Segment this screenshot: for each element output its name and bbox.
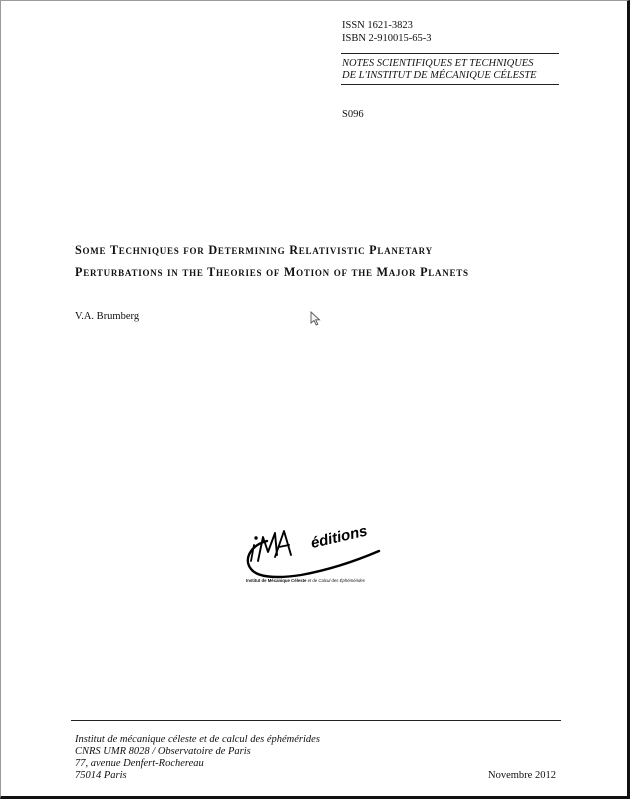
series-name-line1: NOTES SCIENTIFIQUES ET TECHNIQUES bbox=[342, 58, 534, 69]
header-rule-top bbox=[341, 53, 559, 54]
document-title-line2: Perturbations in the Theories of Motion of the Major Planets bbox=[75, 265, 469, 279]
issn-number: ISSN 1621-3823 bbox=[342, 20, 413, 31]
footer-institute: Institut de mécanique céleste et de calcul des éphémérides bbox=[75, 734, 320, 745]
series-name-line2: DE L'INSTITUT DE MÉCANIQUE CÉLESTE bbox=[342, 70, 537, 81]
document-title-line1: Some Techniques for Determining Relativistic Planetary bbox=[75, 243, 433, 257]
footer-rule bbox=[71, 720, 561, 721]
logo-caption-institute: Institut de Mécanique Céleste bbox=[246, 578, 307, 583]
editions-wordmark: éditions bbox=[309, 522, 370, 552]
footer-city: 75014 Paris bbox=[75, 770, 127, 781]
mouse-pointer-icon bbox=[310, 311, 322, 327]
footer-cnrs: CNRS UMR 8028 / Observatoire de Paris bbox=[75, 746, 251, 757]
logo-caption bbox=[246, 578, 365, 583]
imcce-monogram-icon bbox=[241, 521, 391, 583]
publication-date: Novembre 2012 bbox=[488, 770, 556, 781]
report-number: S096 bbox=[342, 109, 364, 120]
author-name: V.A. Brumberg bbox=[75, 311, 140, 322]
isbn-number: ISBN 2-910015-65-3 bbox=[342, 33, 432, 44]
logo-caption-ephemerides: et de Calcul des Éphémérides bbox=[306, 578, 365, 583]
footer-street: 77, avenue Denfert-Rochereau bbox=[75, 758, 204, 769]
imcce-editions-logo bbox=[241, 521, 391, 591]
header-rule-bottom bbox=[341, 84, 559, 85]
